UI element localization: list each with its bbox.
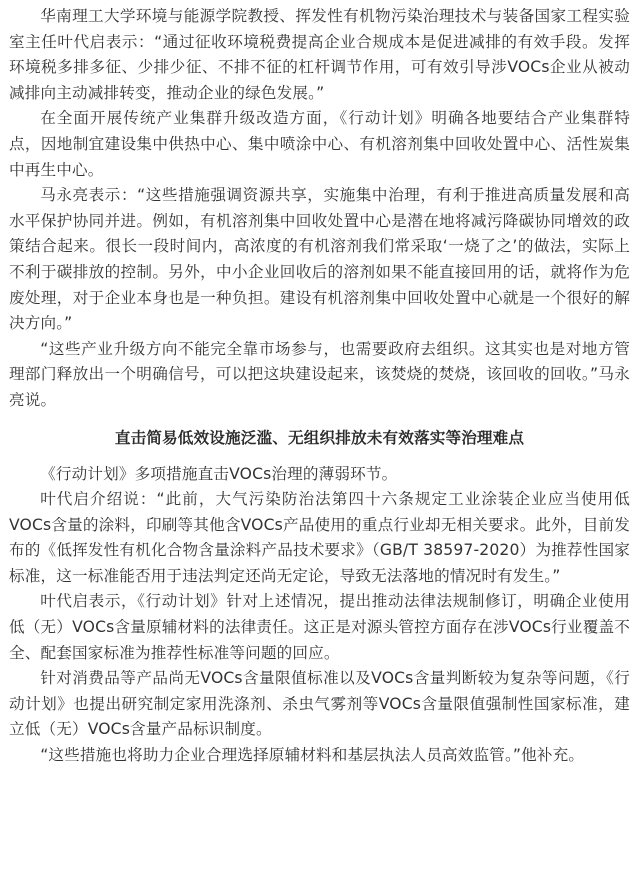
- paragraph-industry-cluster: 在全面开展传统产业集群升级改造方面，《行动计划》明确各地要结合产业集群特点，因地制宜建设集中供热中心、集中喷涂中心、有机溶剂集中回收处置中心、活性炭集中再生中心。: [9, 109, 630, 179]
- paragraph-market-government: “这些产业升级方向不能完全靠市场参与，也需要政府去组织。这其实也是对地方管理部门释放出一个明确信号，可以把这块建设起来，该焚烧的焚烧，该回收的回收。”马永亮说。: [9, 339, 630, 409]
- paragraph-ma-yongliang-quote: 马永亮表示：“这些措施强调资源共享，实施集中治理，有利于推进高质量发展和高水平保护协同并进。例如，有机溶剂集中回收处置中心是潜在地将减污降碳协同增效的政策结合起来。很长一段时间内，高浓度的有机溶剂我们常采取‘一烧了之’的做法，实际上不利于碳排放的控制。另外，中小企业回收后的溶剂如果不能直接回用的话，就将作为危废处理，对于企业本身也是一种负担。建设有机溶剂集中回收处置中心就是一个很好的解决方向。”: [9, 186, 630, 333]
- section-heading: 直击简易低效设施泛滥、无组织排放未有效落实等治理难点: [114, 428, 525, 447]
- article-body: [9, 4, 630, 769]
- paragraph-ye-daiqi-tax: 华南理工大学环境与能源学院教授、挥发性有机物污染治理技术与装备国家工程实验室主任叶代启表示：“通过征收环境税费提高企业合规成本是促进减排的有效手段。发挥环境税多排多征、少排少征、不排不征的杠杆调节作用，可有效引导涉VOCs企业从被动减排向主动减排转变，推动企业的绿色发展。”: [9, 7, 630, 102]
- paragraph-ye-daiqi-intro: 叶代启介绍说：“此前，大气污染防治法第四十六条规定工业涂装企业应当使用低VOCs含量的涂料，印刷等其他含VOCs产品使用的重点行业却无相关要求。此外，目前发布的《低挥发性有机化合物含量涂料产品技术要求》（GB/T 38597-2020）为推荐性国家标准，这一标准能否用于违法判定还尚无定论，导致无法落地的情况时有发生。”: [9, 490, 630, 585]
- paragraph-closing-quote: “这些措施也将助力企业合理选择原辅材料和基层执法人员高效监管。”他补充。: [40, 746, 585, 765]
- paragraph-law-revision: 叶代启表示，《行动计划》针对上述情况，提出推动法律法规制修订，明确企业使用低（无）VOCs含量原辅材料的法律责任。这正是对源头管控方面存在涉VOCs行业覆盖不全、配套国家标准为推荐性标准等问题的回应。: [9, 592, 630, 662]
- paragraph-consumer-products: 针对消费品等产品尚无VOCs含量限值标准以及VOCs含量判断较为复杂等问题，《行动计划》也提出研究制定家用洗涤剂、杀虫气雾剂等VOCs含量限值强制性国家标准，建立低（无）VOCs含量产品标识制度。: [9, 669, 630, 739]
- paragraph-weak-links: 《行动计划》多项措施直击VOCs治理的薄弱环节。: [40, 464, 398, 483]
